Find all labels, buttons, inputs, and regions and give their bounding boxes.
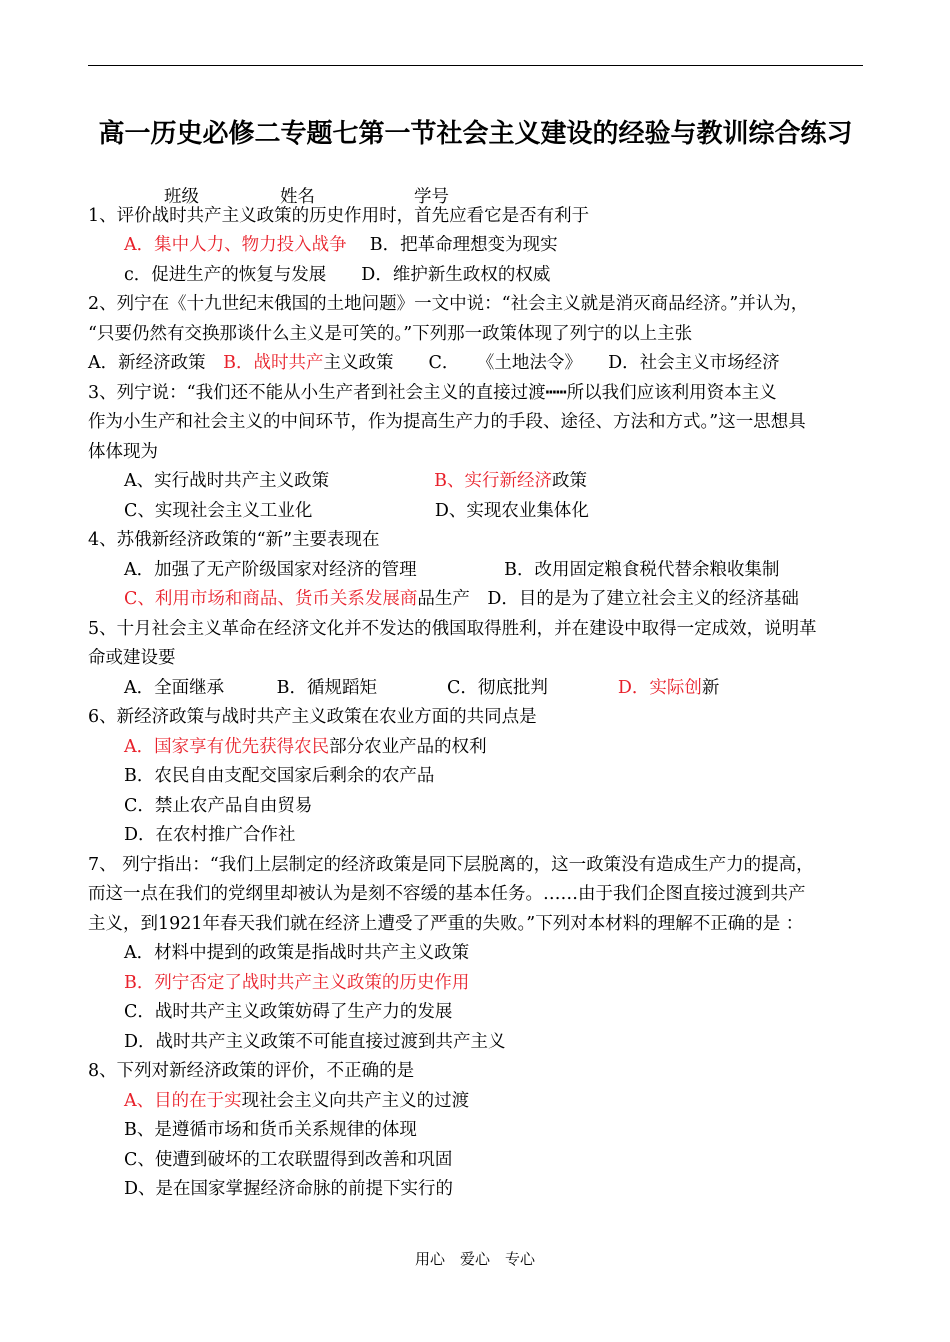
text-line	[124, 470, 587, 492]
text-line	[124, 972, 469, 994]
text-line	[88, 441, 158, 463]
text-segment: 2、列宁在《十九世纪末俄国的土地问题》一文中说：“社会主义就是消灭商品经济。”并认为，	[88, 294, 809, 314]
text-line	[124, 234, 558, 256]
text-line	[124, 1001, 452, 1023]
answer-text: B．战时共产	[223, 353, 324, 373]
text-segment: 5、十月社会主义革命在经济文化并不发达的俄国取得胜利，并在建设中取得一定成效，说明革	[88, 619, 817, 639]
text-segment: 而这一点在我们的党纲里却被认为是刻不容缓的基本任务。……由于我们企图直接过渡到共产	[88, 884, 806, 904]
answer-text: A．国家享有优先获得农民	[124, 737, 330, 757]
text-segment: B、是遵循市场和货币关系规律的体现	[124, 1120, 417, 1140]
text-line	[124, 824, 296, 846]
text-line	[124, 765, 434, 787]
text-segment: 6、新经济政策与战时共产主义政策在农业方面的共同点是	[88, 707, 537, 727]
text-segment: D．在农村推广合作社	[124, 825, 296, 845]
text-segment: 现社会主义向共产主义的过渡	[241, 1091, 470, 1111]
text-line	[88, 323, 692, 345]
text-segment: A．全面继承 B．循规蹈矩 C．彻底批判	[124, 678, 618, 698]
text-segment: A．新经济政策	[88, 353, 224, 373]
id-label: 学号	[414, 187, 449, 207]
text-line	[124, 559, 780, 581]
text-line	[88, 706, 537, 728]
text-segment: A．加强了无产阶级国家对经济的管理 B．改用固定粮食税代替余粮收集制	[124, 560, 780, 580]
text-line	[124, 677, 719, 699]
text-line	[124, 1031, 506, 1053]
answer-text: B、实行新经济	[434, 471, 553, 491]
text-line	[124, 588, 799, 610]
text-line	[88, 352, 780, 374]
text-line	[88, 647, 176, 669]
text-segment: D、是在国家掌握经济命脉的前提下实行的	[124, 1179, 454, 1199]
class-label: 班级	[164, 187, 199, 207]
text-segment: 主义政策 C． 《土地法令》 D．社会主义市场经济	[323, 353, 780, 373]
text-segment: 主义，到1921年春天我们就在经济上遭受了严重的失败。”下列对本材料的理解不正确的是 ：	[88, 914, 804, 934]
answer-text: C、利用市场和商品、货币关系发展商	[124, 589, 418, 609]
text-line	[124, 1119, 417, 1141]
text-segment: 部分农业产品的权利	[329, 737, 487, 757]
text-line	[88, 529, 380, 551]
text-line	[124, 1090, 469, 1112]
page-title: 高一历史必修二专题七第一节社会主义建设的经验与教训综合练习	[98, 119, 853, 149]
text-line	[88, 913, 803, 935]
text-segment: 作为小生产和社会主义的中间环节，作为提高生产力的手段、途径、方法和方式。”这一思想具	[88, 412, 806, 432]
text-segment: 新	[701, 678, 720, 698]
text-segment: 7、 列宁指出：“我们上层制定的经济政策是同下层脱离的，这一政策没有造成生产力的提高，	[88, 855, 814, 875]
answer-text: A、目的在于实	[124, 1091, 242, 1111]
text-segment: B．把革命理想变为现实	[346, 235, 558, 255]
text-line	[88, 411, 806, 433]
text-segment: 命或建设要	[88, 648, 176, 668]
text-segment: 政策	[552, 471, 588, 491]
text-line	[88, 205, 589, 227]
text-line	[124, 1178, 453, 1200]
answer-text: D．实际创	[617, 678, 702, 698]
text-segment: 4、苏俄新经济政策的“新”主要表现在	[88, 530, 380, 550]
text-line	[124, 795, 312, 817]
text-line	[88, 618, 817, 640]
answer-text: B．列宁否定了战时共产主义政策的历史作用	[124, 973, 470, 993]
answer-text: A．集中人力、物力投入战争	[124, 235, 347, 255]
text-segment: 3、列宁说：“我们还不能从小生产者到社会主义的直接过渡┅┅所以我们应该利用资本主义	[88, 383, 777, 403]
text-segment: C、使遭到破坏的工农联盟得到改善和巩固	[124, 1150, 453, 1170]
text-line	[124, 1149, 452, 1171]
text-segment: A、实行战时共产主义政策	[124, 471, 435, 491]
text-segment: 品生产 D．目的是为了建立社会主义的经济基础	[417, 589, 799, 609]
text-segment: C、实现社会主义工业化 D、实现农业集体化	[124, 501, 589, 521]
text-segment: B．农民自由支配交国家后剩余的农产品	[124, 766, 435, 786]
text-line	[124, 500, 589, 522]
footer: 用心 爱心 专心	[414, 1250, 535, 1268]
text-segment: 1、评价战时共产主义政策的历史作用时，首先应看它是否有利于	[88, 206, 590, 226]
text-segment: “只要仍然有交换那谈什么主义是可笑的。”下列那一政策体现了列宁的以上主张	[88, 324, 693, 344]
text-line	[124, 264, 550, 286]
text-segment: C．战时共产主义政策妨碍了生产力的发展	[124, 1002, 453, 1022]
text-segment: 8、下列对新经济政策的评价，不正确的是	[88, 1061, 415, 1081]
name-label: 姓名	[280, 187, 315, 207]
text-line	[88, 1060, 414, 1082]
text-line	[88, 382, 777, 404]
text-line	[88, 854, 814, 876]
text-line	[124, 736, 487, 758]
text-line	[88, 293, 808, 315]
text-segment: C．禁止农产品自由贸易	[124, 796, 313, 816]
top-rule	[88, 65, 863, 66]
text-segment: D．战时共产主义政策不可能直接过渡到共产主义	[124, 1032, 506, 1052]
text-segment: A．材料中提到的政策是指战时共产主义政策	[124, 943, 470, 963]
text-segment: 体体现为	[88, 442, 158, 462]
text-segment: c．促进生产的恢复与发展 D．维护新生政权的权威	[124, 265, 551, 285]
text-line	[88, 883, 806, 905]
text-line	[124, 942, 469, 964]
